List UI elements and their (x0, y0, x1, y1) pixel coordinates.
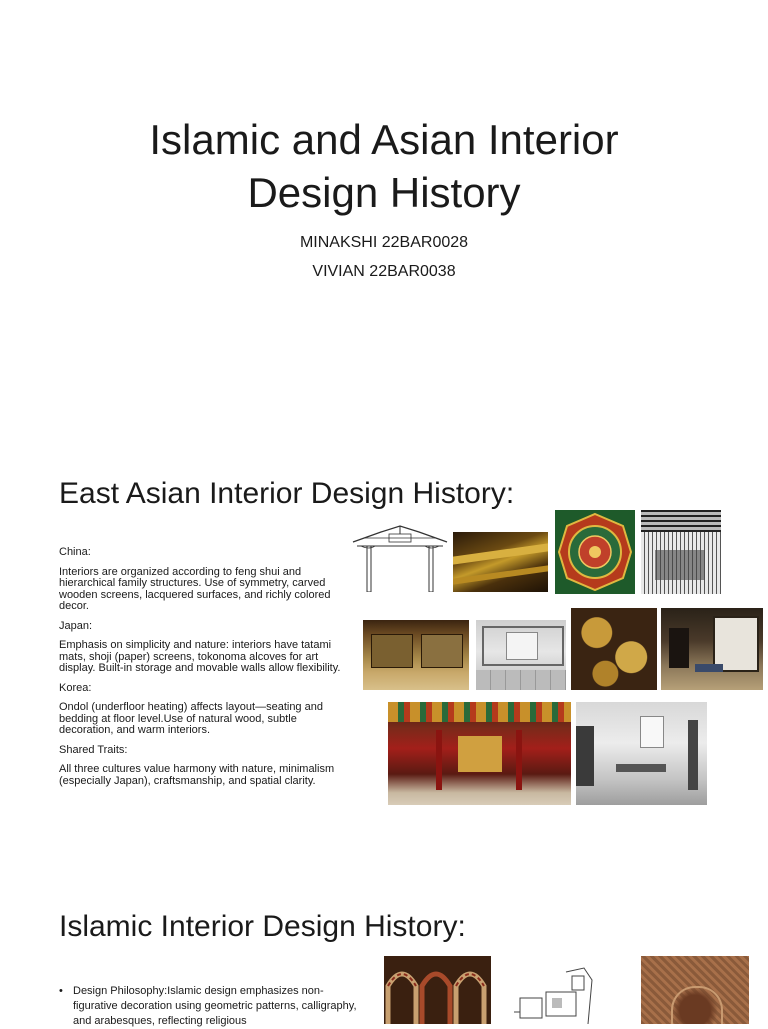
gold-screen-room-image (363, 620, 469, 690)
bullet-list (59, 984, 359, 1029)
korean-palace-interior-image (388, 702, 571, 805)
title-line-1: Islamic and Asian Interior (149, 116, 619, 163)
shared-label: Shared Traits: (59, 743, 128, 756)
folding-screen-painting-image (571, 608, 657, 690)
timber-frame-drawing-image (351, 520, 449, 592)
korean-room-bw-image (576, 702, 707, 805)
china-text: Interiors are organized according to feng shui and hierarchical family structures. Use of symmetry, carved wooden screens, lacquered surfaces, and richly colored decor. (59, 565, 331, 612)
floor-plan-image (512, 962, 632, 1024)
tatami-room-image (476, 620, 566, 690)
author-2: VIVIAN 22BAR0038 (312, 263, 456, 280)
slide-body (59, 547, 344, 795)
title-line-2: Design History (247, 169, 521, 216)
slide-heading: East Asian Interior Design History: (59, 477, 515, 510)
carved-stucco-image (641, 956, 749, 1024)
octagonal-ceiling-image (555, 510, 635, 594)
japan-text: Emphasis on simplicity and nature: interiors have tatami mats, shoji (paper) screens, tokonoma alcoves for art display. Built-in storage and movable walls allow flexibility. (59, 639, 341, 674)
korea-label: Korea: (59, 681, 92, 694)
korea-text: Ondol (underfloor heating) affects layout—seating and bedding at floor level.Use of natural wood, subtle decoration, and warm interiors. (59, 701, 323, 736)
bullet-design-philosophy: • Design Philosophy:Islamic design emphasizes non-figurative decoration using geometric patterns, calligraphy, and arabesques, reflecting religious (59, 984, 359, 1029)
painted-ceiling-beams-image (453, 532, 548, 592)
east-asian-slide (0, 430, 768, 862)
islamic-slide (0, 862, 768, 1027)
wooden-interior-sketch-image (641, 510, 721, 594)
shared-text: All three cultures value harmony with nature, minimalism (especially Japan), craftsmanship, and spatial clarity. (59, 763, 335, 787)
title-slide (0, 0, 768, 430)
japan-label: Japan: (59, 619, 93, 632)
mosque-arches-image (384, 956, 491, 1024)
japanese-house-interior-image (661, 608, 763, 690)
presentation-title (0, 113, 768, 219)
authors (0, 228, 768, 286)
slide-heading: Islamic Interior Design History: (59, 910, 466, 943)
author-1: MINAKSHI 22BAR0028 (299, 234, 469, 251)
china-label: China: (59, 546, 91, 558)
